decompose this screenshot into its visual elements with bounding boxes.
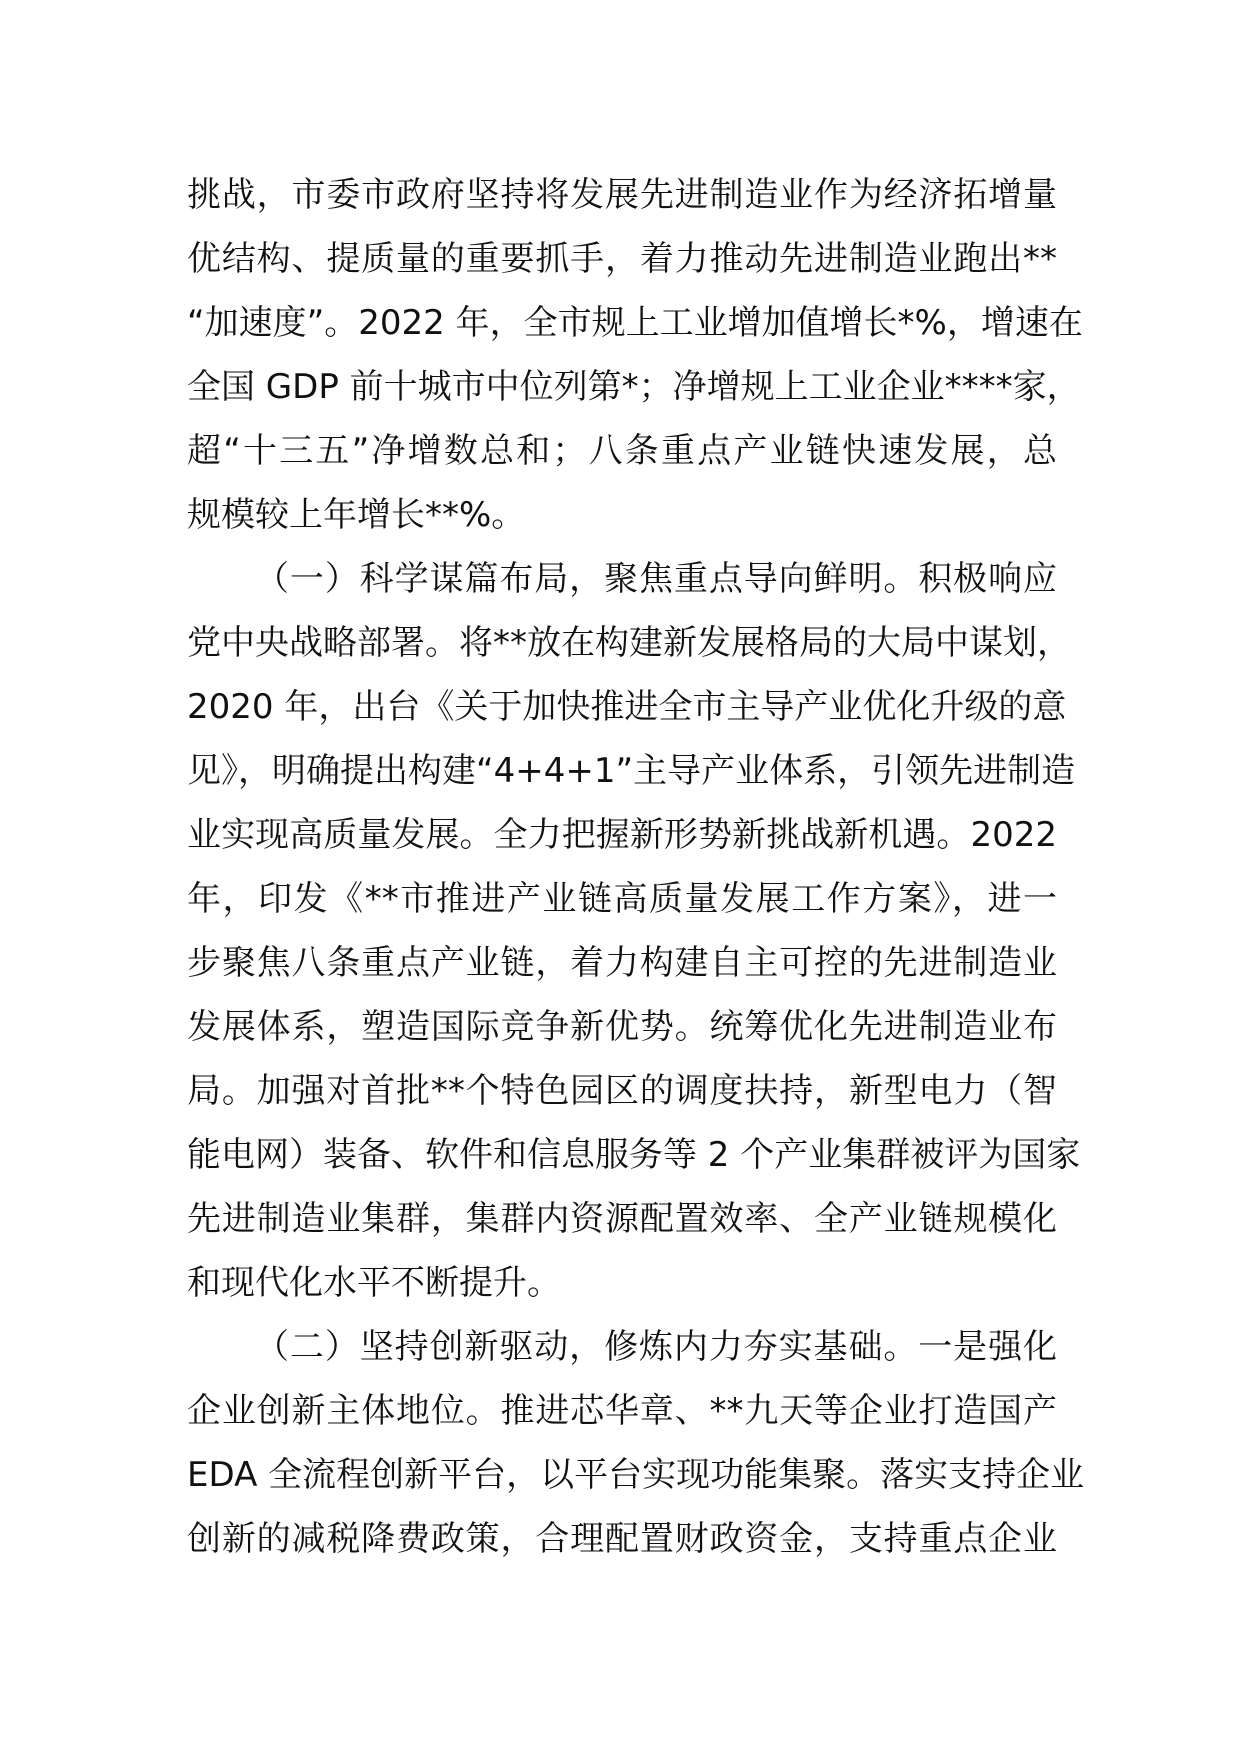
text-line: 超“十三五”净增数总和；八条重点产业链快速发展，总 <box>187 431 1057 471</box>
text-line: 见》，明确提出构建“4+4+1”主导产业体系，引领先进制造 <box>187 751 1076 791</box>
text-line: 能电网）装备、软件和信息服务等 2 个产业集群被评为国家 <box>187 1135 1081 1175</box>
text-line: 先进制造业集群，集群内资源配置效率、全产业链规模化 <box>187 1199 1057 1239</box>
text-line: 发展体系，塑造国际竞争新优势。统筹优化先进制造业布 <box>187 1007 1057 1047</box>
text-line: 全国 GDP 前十城市中位列第*；净增规上工业企业****家， <box>187 367 1081 407</box>
text-line: 企业创新主体地位。推进芯华章、**九天等企业打造国产 <box>187 1391 1057 1431</box>
text-line: 和现代化水平不断提升。 <box>187 1263 561 1303</box>
paragraph-section-one <box>187 547 1081 1315</box>
text-line: 挑战，市委市政府坚持将发展先进制造业作为经济拓增量 <box>187 175 1057 215</box>
text-line: 年，印发《**市推进产业链高质量发展工作方案》，进一 <box>187 879 1057 919</box>
text-line: 党中央战略部署。将**放在构建新发展格局的大局中谋划， <box>187 623 1071 663</box>
text-line: 2020 年，出台《关于加快推进全市主导产业优化升级的意 <box>187 687 1067 727</box>
text-line: 步聚焦八条重点产业链，着力构建自主可控的先进制造业 <box>187 943 1057 983</box>
text-line: 规模较上年增长**%。 <box>187 495 526 535</box>
paragraph-section-two <box>187 1315 1085 1571</box>
text-line: 局。加强对首批**个特色园区的调度扶持，新型电力（智 <box>187 1071 1057 1111</box>
document-body <box>187 163 1085 1571</box>
text-line: “加速度”。2022 年，全市规上工业增加值增长*%，增速在 <box>187 303 1083 343</box>
section-heading-line: （一）科学谋篇布局，聚焦重点导向鲜明。积极响应 <box>255 559 1057 599</box>
text-line: 优结构、提质量的重要抓手，着力推动先进制造业跑出** <box>187 239 1057 279</box>
paragraph-intro <box>187 163 1083 547</box>
text-line: 业实现高质量发展。全力把握新形势新挑战新机遇。2022 <box>187 815 1057 855</box>
text-line: 创新的减税降费政策，合理配置财政资金，支持重点企业 <box>187 1519 1057 1559</box>
text-line: EDA 全流程创新平台，以平台实现功能集聚。落实支持企业 <box>187 1455 1085 1495</box>
section-heading-line: （二）坚持创新驱动，修炼内力夯实基础。一是强化 <box>255 1327 1057 1367</box>
